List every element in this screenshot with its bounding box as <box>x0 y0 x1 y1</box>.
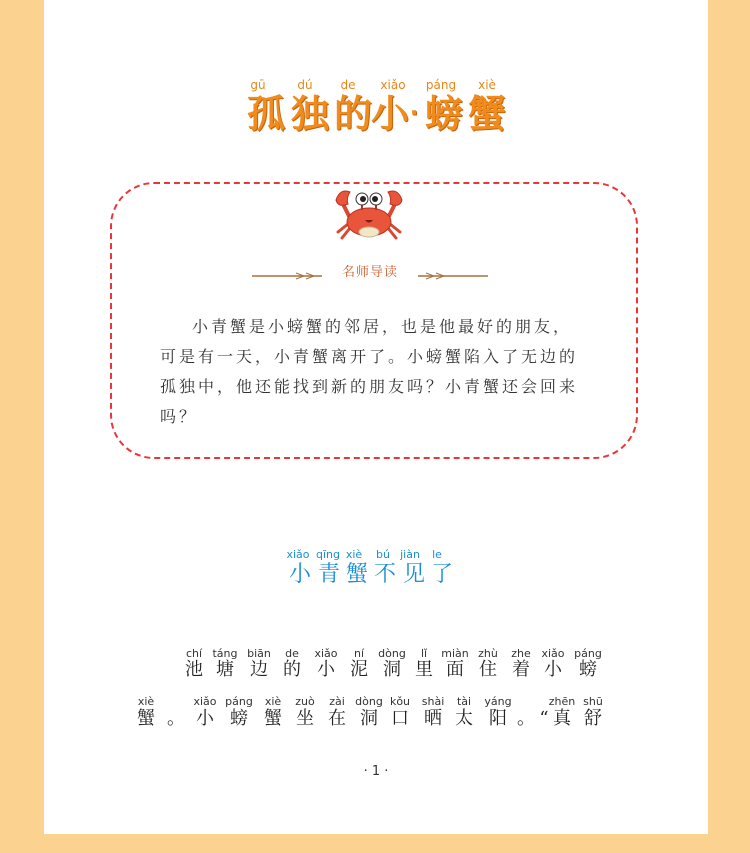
pinyin: de <box>340 78 356 92</box>
body-text-line-1 <box>44 657 708 683</box>
pinyin: dòng <box>355 695 383 708</box>
body-char: 晒 <box>424 708 442 729</box>
body-char: 真 <box>553 708 571 729</box>
pinyin: xiǎo <box>541 647 565 660</box>
pinyin: gū <box>250 78 266 92</box>
crab-illustration <box>334 184 404 244</box>
body-char: 小 <box>196 708 214 729</box>
title-char: 螃 <box>424 92 464 136</box>
subtitle-char: 了 <box>430 562 454 587</box>
pinyin: chí <box>185 647 203 660</box>
body-char: 舒 <box>584 708 602 729</box>
pinyin: shū <box>583 695 603 708</box>
body-char: 口 <box>391 708 409 729</box>
body-char: 螃 <box>230 708 248 729</box>
guide-label-row <box>252 262 488 284</box>
body-char: 阳 <box>489 708 507 729</box>
pinyin: dòng <box>378 647 406 660</box>
title-char: 蟹 <box>467 92 507 136</box>
book-page <box>44 0 708 834</box>
pinyin: páng <box>425 78 457 92</box>
pinyin: xiǎo <box>286 548 310 561</box>
subtitle-char: 青 <box>317 562 341 587</box>
body-char: 住 <box>479 659 497 680</box>
title-char: 小 <box>370 92 410 136</box>
body-char: 小 <box>317 659 335 680</box>
pinyin: zhēn <box>548 695 576 708</box>
guide-label: 名师导读 <box>341 265 398 280</box>
pinyin: xiè <box>264 695 282 708</box>
pinyin: xiè <box>478 78 496 92</box>
body-char: 着 <box>512 659 530 680</box>
pinyin: páng <box>225 695 253 708</box>
subtitle-char: 小 <box>288 562 312 587</box>
pinyin: de <box>285 647 299 660</box>
title-char: 独 <box>290 92 330 136</box>
subtitle-char: 见 <box>402 562 426 587</box>
pinyin: lǐ <box>420 647 428 660</box>
decor-line-left <box>252 272 322 280</box>
pinyin: táng <box>212 647 238 660</box>
pinyin: zài <box>329 695 345 708</box>
body-char: 的 <box>283 659 301 680</box>
pinyin: xiè <box>137 695 155 708</box>
pinyin: kǒu <box>389 695 411 708</box>
body-char: 蟹 <box>137 708 155 729</box>
body-char: “ <box>539 708 549 729</box>
pinyin: miàn <box>441 647 469 660</box>
body-char: 。 <box>167 708 185 729</box>
pinyin: zuò <box>295 695 315 708</box>
pinyin: zhe <box>511 647 531 660</box>
body-char: 洞 <box>360 708 378 729</box>
pinyin: dú <box>297 78 313 92</box>
pinyin: qīng <box>316 548 340 561</box>
body-char: 。 <box>517 708 535 729</box>
page-title <box>44 90 708 138</box>
body-char: 面 <box>446 659 464 680</box>
pinyin: xiǎo <box>314 647 338 660</box>
body-char: 边 <box>250 659 268 680</box>
subtitle-char: 不 <box>373 562 397 587</box>
pinyin: shài <box>421 695 445 708</box>
body-char: 螃 <box>579 659 597 680</box>
body-char: 小 <box>544 659 562 680</box>
body-char: 里 <box>415 659 433 680</box>
page-number: · 1 · <box>363 764 389 779</box>
title-char: 的 <box>333 92 373 136</box>
body-char: 泥 <box>350 659 368 680</box>
body-char: 池 <box>185 659 203 680</box>
body-char: 在 <box>328 708 346 729</box>
pinyin: xiǎo <box>380 78 406 92</box>
body-text-line-2 <box>44 706 708 732</box>
body-char: 蟹 <box>264 708 282 729</box>
pinyin: xiè <box>345 548 363 561</box>
title-char: 孤 <box>246 92 286 136</box>
title-char: · <box>409 101 419 126</box>
decor-line-right <box>418 272 488 280</box>
pinyin: tài <box>456 695 472 708</box>
pinyin: yáng <box>484 695 512 708</box>
guide-text: 小青蟹是小螃蟹的邻居，也是他最好的朋友，可是有一天，小青蟹离开了。小螃蟹陷入了无边的孤独中，他还能找到新的朋友吗？小青蟹还会回来吗？ <box>160 317 579 426</box>
pinyin: biān <box>247 647 271 660</box>
body-char: 塘 <box>216 659 234 680</box>
body-char: 太 <box>455 708 473 729</box>
body-char: 坐 <box>296 708 314 729</box>
body-char: 洞 <box>383 659 401 680</box>
chapter-subtitle <box>44 560 708 590</box>
pinyin: jiàn <box>400 548 420 561</box>
pinyin: ní <box>353 647 365 660</box>
pinyin: le <box>432 548 442 561</box>
pinyin: páng <box>574 647 602 660</box>
pinyin: xiǎo <box>193 695 217 708</box>
subtitle-char: 蟹 <box>345 562 369 587</box>
pinyin: zhù <box>478 647 498 660</box>
pinyin: bú <box>376 548 390 561</box>
